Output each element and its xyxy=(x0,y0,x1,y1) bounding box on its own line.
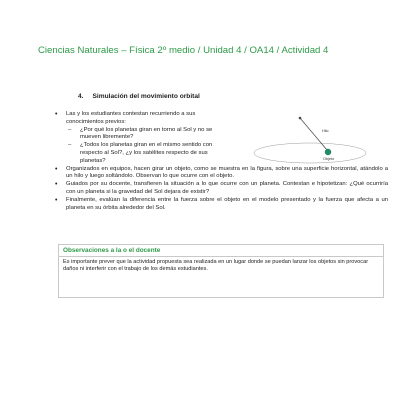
object-ball xyxy=(325,149,331,155)
list-item: • Finalmente, evalúan la diferencia entre la fuerza sobre el objeto en el modelo presentado y la fuerza que afecta a un planeta en su órbita alrededor del Sol. xyxy=(54,197,388,213)
list-item: • Guiados por su docente, transfieren la situación a lo que ocurre con un planeta. Contestan e hipotetizan: ¿Qué ocurriría con un planeta si la gravedad del Sol dejara de existir? xyxy=(54,181,388,197)
observations-title: Observaciones a la o el docente xyxy=(63,247,161,254)
sub-list-item: – ¿Todos los planetas giran en el mismo sentido con respecto al Sol?, ¿y los satélites respecto de sus planetas? xyxy=(66,142,216,165)
breadcrumb: Ciencias Naturales – Física 2º medio / Unidad 4 / OA14 / Actividad 4 xyxy=(38,45,329,56)
section-title xyxy=(78,93,200,100)
pivot-point xyxy=(299,117,302,120)
observations-text: Es importante prever que la actividad propuesta sea realizada en un lugar donde se puedan lanzar los objetos sin provocar daños ni interferir con el trabajo de los demás estudiantes. xyxy=(63,259,369,273)
teacher-observations-box xyxy=(58,244,384,298)
section-title-text: Simulación del movimiento orbital xyxy=(92,93,200,100)
orbit-figure xyxy=(252,106,382,166)
section-number: 4. xyxy=(78,93,84,100)
string-label: Hilo xyxy=(322,129,329,133)
orbit-path xyxy=(254,143,366,163)
list-item-text: Las y los estudiantes contestan recurriendo a sus conocimientos previos: xyxy=(66,111,196,125)
list-item: • Organizados en equipos, hacen girar un objeto, como se muestra en la figura, sobre una superficie horizontal, atándolo a un hilo y luego soltándolo. Observan lo que ocurre con el objeto. xyxy=(54,166,388,182)
list-item xyxy=(54,111,216,166)
orbit-diagram xyxy=(252,106,382,166)
sub-list xyxy=(66,127,216,166)
sub-list-item: – ¿Por qué los planetas giran en torno al Sol y no se mueven libremente? xyxy=(66,127,216,143)
string-line xyxy=(300,118,327,150)
observations-divider xyxy=(59,256,383,257)
object-label: Objeto xyxy=(323,157,335,161)
